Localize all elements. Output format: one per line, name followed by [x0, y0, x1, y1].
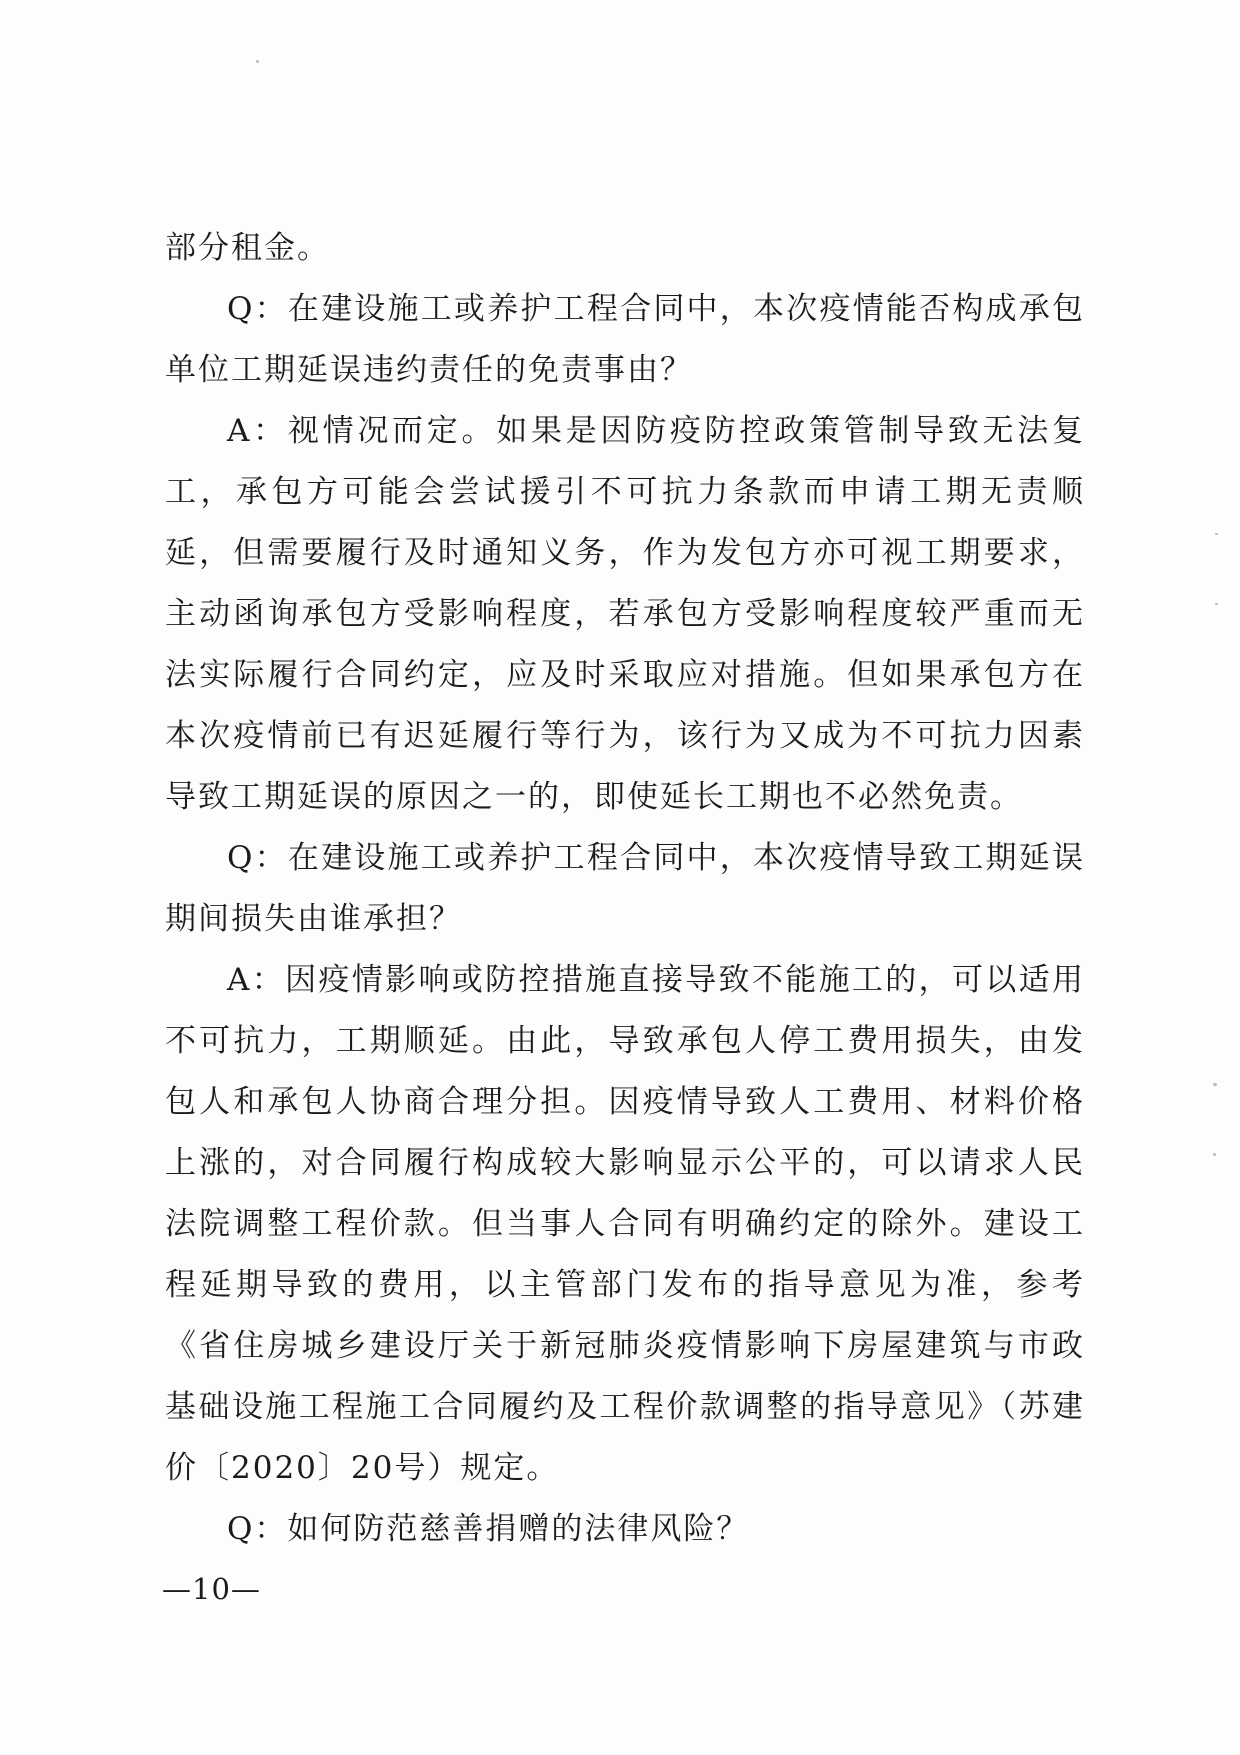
scan-speck	[256, 60, 259, 63]
question-delay-loss: Q：在建设施工或养护工程合同中，本次疫情导致工期延误期间损失由谁承担？	[165, 840, 1085, 937]
answer-force-majeure: A：视情况而定。如果是因防疫防控政策管制导致无法复工，承包方可能会尝试援引不可抗力条款而申请工期无责顺延，但需要履行及时通知义务，作为发包方亦可视工期要求，主动函询承包方受影响程度，若承包方受影响程度较严重而无法实际履行合同约定，应及时采取应对措施。但如果承包方在本次疫情前已有迟延履行等行为，该行为又成为不可抗力因素导致工期延误的原因之一的，即使延长工期也不必然免责。	[165, 413, 1085, 815]
scan-speck	[1215, 533, 1218, 535]
scan-speck	[1213, 1153, 1216, 1156]
question-force-majeure: Q：在建设施工或养护工程合同中，本次疫情能否构成承包单位工期延误违约责任的免责事由？	[165, 291, 1085, 388]
question-charity-donation: Q：如何防范慈善捐赠的法律风险？	[227, 1511, 750, 1547]
page-number: —10—	[162, 1572, 261, 1606]
scan-speck	[1213, 1083, 1217, 1086]
document-body	[165, 218, 1085, 1560]
scan-speck	[1215, 603, 1218, 605]
answer-delay-loss: A：因疫情影响或防控措施直接导致不能施工的，可以适用不可抗力，工期顺延。由此，导致承包人停工费用损失，由发包人和承包人协商合理分担。因疫情导致人工费用、材料价格上涨的，对合同履行构成较大影响显示公平的，可以请求人民法院调整工程价款。但当事人合同有明确约定的除外。建设工程延期导致的费用，以主管部门发布的指导意见为准，参考《省住房城乡建设厅关于新冠肺炎疫情影响下房屋建筑与市政基础设施工程施工合同履约及工程价款调整的指导意见》（苏建价〔2020〕20号）规定。	[165, 962, 1085, 1486]
paragraph-rent-continuation: 部分租金。	[165, 230, 330, 266]
